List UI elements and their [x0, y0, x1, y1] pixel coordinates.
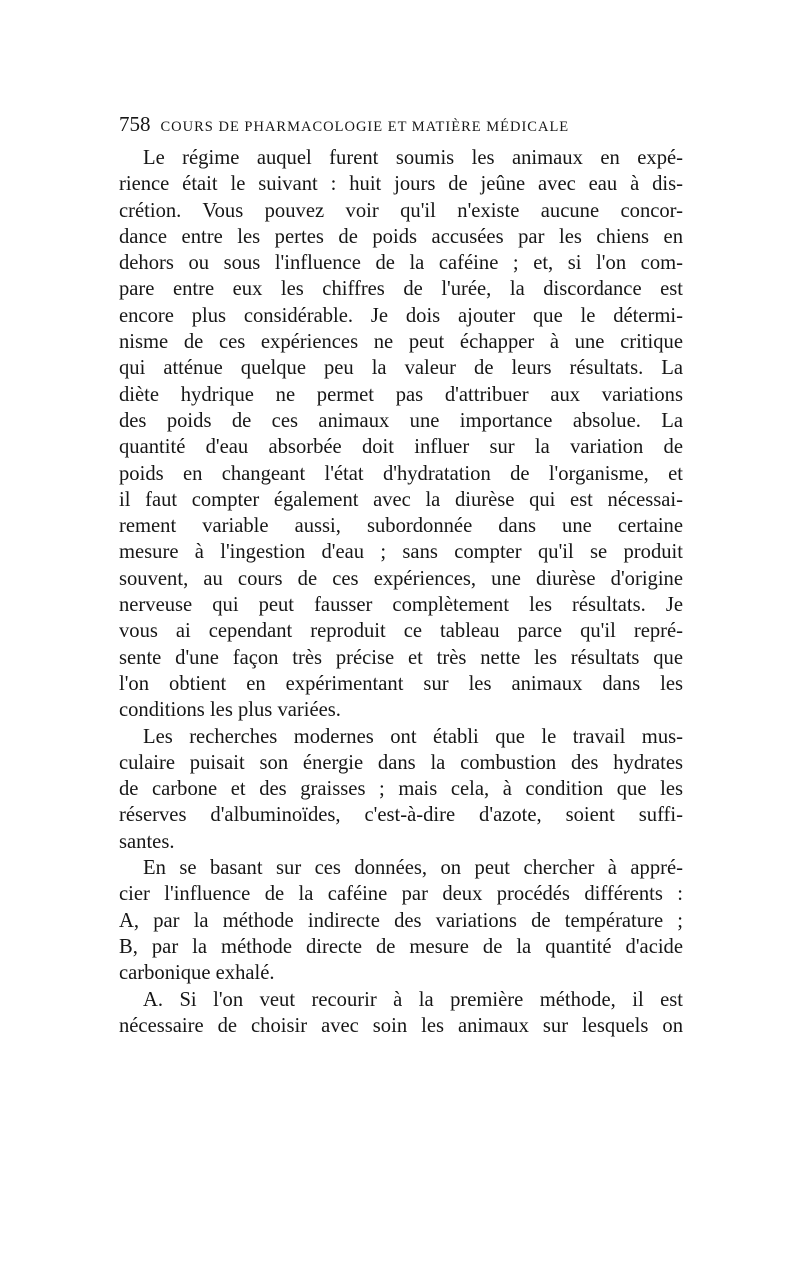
text-line: qui atténue quelque peu la valeur de leurs résultats. La: [119, 357, 683, 380]
text-line: souvent, au cours de ces expériences, une diurèse d'origine: [119, 567, 683, 590]
body-text: [119, 145, 683, 1039]
paragraph: [119, 724, 683, 855]
text-line: culaire puisait son énergie dans la combustion des hydrates: [119, 751, 683, 774]
text-line: poids en changeant l'état d'hydratation de l'organisme, et: [119, 462, 683, 485]
text-line: rement variable aussi, subordonnée dans une certaine: [119, 515, 683, 538]
text-line: nécessaire de choisir avec soin les animaux sur lesquels on: [119, 1014, 683, 1037]
text-line: crétion. Vous pouvez voir qu'il n'existe aucune concor-: [119, 199, 683, 222]
text-line: diète hydrique ne permet pas d'attribuer aux variations: [119, 383, 683, 406]
text-line: A. Si l'on veut recourir à la première méthode, il est: [143, 988, 683, 1011]
text-line: nisme de ces expériences ne peut échapper à une critique: [119, 331, 683, 354]
page-number: 758: [119, 112, 151, 136]
text-line: pare entre eux les chiffres de l'urée, la discordance est: [119, 278, 683, 301]
text-line: santes.: [119, 830, 175, 853]
text-line: Le régime auquel furent soumis les animaux en expé-: [143, 147, 683, 169]
text-line: conditions les plus variées.: [119, 699, 341, 722]
text-line: réserves d'albuminoïdes, c'est-à-dire d'azote, soient suffi-: [119, 804, 683, 827]
text-line: cier l'influence de la caféine par deux procédés différents :: [119, 883, 683, 906]
text-line: B, par la méthode directe de mesure de la quantité d'acide: [119, 935, 683, 958]
text-line: vous ai cependant reproduit ce tableau parce qu'il repré-: [119, 620, 683, 643]
paragraph: [119, 855, 683, 986]
running-head: [119, 110, 683, 141]
text-line: Les recherches modernes ont établi que le travail mus-: [143, 725, 683, 748]
text-line: A, par la méthode indirecte des variations de température ;: [119, 909, 683, 932]
running-title: COURS DE PHARMACOLOGIE ET MATIÈRE MÉDICALE: [160, 119, 570, 135]
text-line: dehors ou sous l'influence de la caféine ; et, si l'on com-: [119, 252, 683, 275]
paragraph: [119, 987, 683, 1040]
book-page: [119, 110, 683, 1039]
text-line: quantité d'eau absorbée doit influer sur la variation de: [119, 436, 683, 459]
text-line: encore plus considérable. Je dois ajouter que le détermi-: [119, 304, 683, 327]
paragraph: [119, 145, 683, 724]
text-line: de carbone et des graisses ; mais cela, à condition que les: [119, 778, 683, 801]
text-line: carbonique exhalé.: [119, 962, 275, 985]
text-line: mesure à l'ingestion d'eau ; sans compter qu'il se produit: [119, 541, 683, 564]
text-line: nerveuse qui peut fausser complètement les résultats. Je: [119, 594, 683, 617]
text-line: dance entre les pertes de poids accusées par les chiens en: [119, 225, 683, 248]
text-line: rience était le suivant : huit jours de jeûne avec eau à dis-: [119, 173, 683, 196]
text-line: l'on obtient en expérimentant sur les animaux dans les: [119, 672, 683, 695]
text-line: des poids de ces animaux une importance absolue. La: [119, 409, 683, 432]
text-line: il faut compter également avec la diurèse qui est nécessai-: [119, 488, 683, 511]
text-line: sente d'une façon très précise et très nette les résultats que: [119, 646, 683, 669]
text-line: En se basant sur ces données, on peut chercher à appré-: [143, 857, 683, 880]
